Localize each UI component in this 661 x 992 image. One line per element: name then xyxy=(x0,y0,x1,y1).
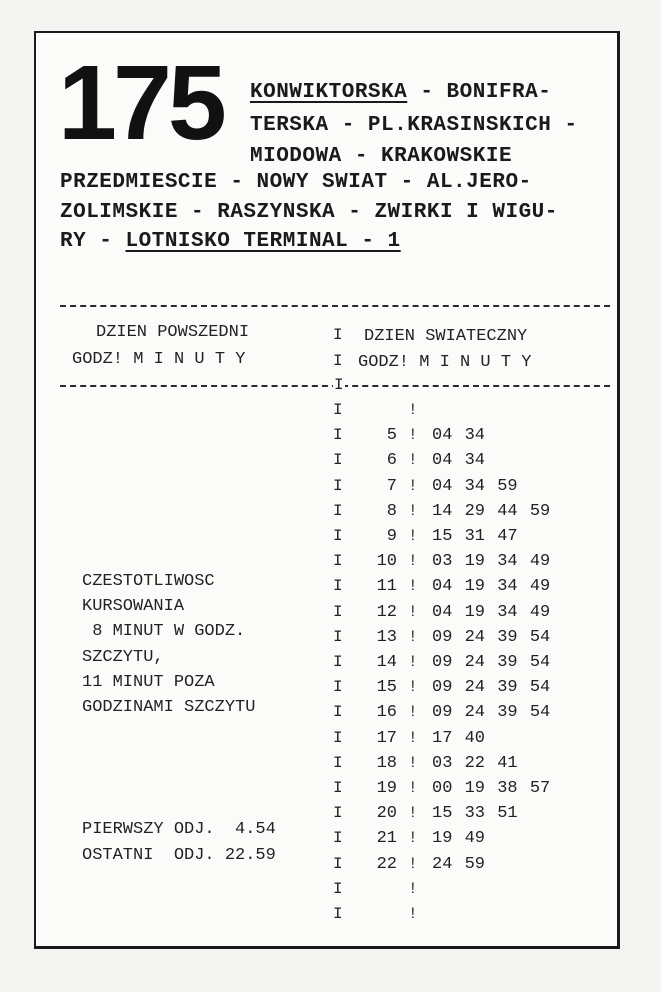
schedule-hour: 14 xyxy=(376,653,397,672)
holiday-title: DZIEN SWIATECZNY xyxy=(364,327,528,346)
schedule-hour: 18 xyxy=(376,754,397,773)
schedule-hour: 17 xyxy=(376,729,397,748)
frequency-note-line: CZESTOTLIWOSC xyxy=(82,572,215,591)
schedule-hour: 16 xyxy=(376,703,397,722)
hour-separator: ! xyxy=(408,527,418,545)
schedule-minutes: 04 19 34 49 xyxy=(432,603,551,622)
column-separator: I xyxy=(333,754,343,772)
hour-separator: ! xyxy=(408,729,418,747)
hour-separator: ! xyxy=(408,754,418,772)
schedule-hour: 7 xyxy=(386,477,397,496)
route-line-5: ZOLIMSKIE - RASZYNSKA - ZWIRKI I WIGU- xyxy=(60,201,558,224)
schedule-hour: 20 xyxy=(376,804,397,823)
schedule-minutes: 14 29 44 59 xyxy=(432,502,551,521)
schedule-minutes: 17 40 xyxy=(432,729,486,748)
holiday-subheader: GODZ! M I N U T Y xyxy=(358,353,532,372)
schedule-minutes: 04 34 xyxy=(432,451,486,470)
schedule-minutes: 09 24 39 54 xyxy=(432,678,551,697)
hour-separator: ! xyxy=(408,678,418,696)
column-separator: I xyxy=(333,880,343,898)
hour-separator: ! xyxy=(408,401,418,419)
hour-separator: ! xyxy=(408,905,418,923)
hour-separator: ! xyxy=(408,880,418,898)
column-separator: I xyxy=(333,653,343,671)
schedule-minutes: 04 34 xyxy=(432,426,486,445)
hour-separator: ! xyxy=(408,502,418,520)
column-separator: I xyxy=(333,477,343,495)
column-separator: I xyxy=(333,527,343,545)
column-separator: I xyxy=(334,376,344,394)
hour-separator: ! xyxy=(408,829,418,847)
route-line-3: MIODOWA - KRAKOWSKIE xyxy=(250,145,513,168)
column-separator: I xyxy=(333,352,343,370)
column-separator: I xyxy=(333,426,343,444)
schedule-hour: 11 xyxy=(376,577,397,596)
schedule-hour: 10 xyxy=(376,552,397,571)
column-separator: I xyxy=(333,502,343,520)
schedule-minutes: 04 34 59 xyxy=(432,477,518,496)
divider-top xyxy=(60,305,610,307)
schedule-minutes: 24 59 xyxy=(432,855,486,874)
hour-separator: ! xyxy=(408,855,418,873)
weekday-title: DZIEN POWSZEDNI xyxy=(96,323,250,342)
hour-separator: ! xyxy=(408,653,418,671)
schedule-minutes: 09 24 39 54 xyxy=(432,703,551,722)
frequency-note-line: 8 MINUT W GODZ. xyxy=(82,622,246,641)
route-line-6-start: RY - xyxy=(60,230,126,253)
column-separator: I xyxy=(333,326,343,344)
column-separator: I xyxy=(333,628,343,646)
route-origin: KONWIKTORSKA xyxy=(250,81,408,104)
column-separator: I xyxy=(333,703,343,721)
schedule-minutes: 19 49 xyxy=(432,829,486,848)
route-line-2: TERSKA - PL.KRASINSKICH - xyxy=(250,114,578,137)
frequency-note-line: KURSOWANIA xyxy=(82,597,185,616)
hour-separator: ! xyxy=(408,603,418,621)
hour-separator: ! xyxy=(408,703,418,721)
schedule-hour: 8 xyxy=(386,502,397,521)
route-line-6 xyxy=(60,231,401,252)
column-separator: I xyxy=(333,905,343,923)
schedule-hour: 21 xyxy=(376,829,397,848)
hour-separator: ! xyxy=(408,577,418,595)
hour-separator: ! xyxy=(408,552,418,570)
frequency-note-line: GODZINAMI SZCZYTU xyxy=(82,698,256,717)
schedule-minutes: 09 24 39 54 xyxy=(432,628,551,647)
route-number: 175 xyxy=(58,44,223,162)
schedule-minutes: 15 33 51 xyxy=(432,804,518,823)
column-separator: I xyxy=(333,451,343,469)
schedule-minutes: 00 19 38 57 xyxy=(432,779,551,798)
route-line-1-rest: - BONIFRA- xyxy=(407,81,552,104)
hour-separator: ! xyxy=(408,628,418,646)
route-line-4: PRZEDMIESCIE - NOWY SWIAT - AL.JERO- xyxy=(60,171,532,194)
schedule-hour: 12 xyxy=(376,603,397,622)
hour-separator: ! xyxy=(408,779,418,797)
schedule-minutes: 15 31 47 xyxy=(432,527,518,546)
schedule-hour: 15 xyxy=(376,678,397,697)
schedule-hour: 13 xyxy=(376,628,397,647)
column-separator: I xyxy=(333,401,343,419)
column-separator: I xyxy=(333,729,343,747)
hour-separator: ! xyxy=(408,804,418,822)
column-separator: I xyxy=(333,804,343,822)
schedule-hour: 5 xyxy=(386,426,397,445)
schedule-hour: 19 xyxy=(376,779,397,798)
hour-separator: ! xyxy=(408,451,418,469)
schedule-minutes: 03 19 34 49 xyxy=(432,552,551,571)
schedule-hour: 22 xyxy=(376,855,397,874)
column-separator: I xyxy=(333,779,343,797)
last-departure: OSTATNI ODJ. 22.59 xyxy=(82,846,276,865)
frequency-note-line: 11 MINUT POZA xyxy=(82,673,215,692)
column-separator: I xyxy=(333,678,343,696)
schedule-minutes: 03 22 41 xyxy=(432,754,518,773)
frequency-note-line: SZCZYTU, xyxy=(82,648,164,667)
hour-separator: ! xyxy=(408,477,418,495)
column-separator: I xyxy=(333,855,343,873)
first-departure: PIERWSZY ODJ. 4.54 xyxy=(82,820,276,839)
schedule-minutes: 04 19 34 49 xyxy=(432,577,551,596)
route-line-1 xyxy=(250,82,551,103)
hour-separator: ! xyxy=(408,426,418,444)
schedule-minutes: 09 24 39 54 xyxy=(432,653,551,672)
column-separator: I xyxy=(333,577,343,595)
timetable-card xyxy=(34,31,620,949)
weekday-subheader: GODZ! M I N U T Y xyxy=(72,350,246,369)
schedule-hour: 9 xyxy=(386,527,397,546)
column-separator: I xyxy=(333,829,343,847)
route-destination: LOTNISKO TERMINAL - 1 xyxy=(125,230,401,253)
column-separator: I xyxy=(333,603,343,621)
schedule-hour: 6 xyxy=(386,451,397,470)
column-separator: I xyxy=(333,552,343,570)
